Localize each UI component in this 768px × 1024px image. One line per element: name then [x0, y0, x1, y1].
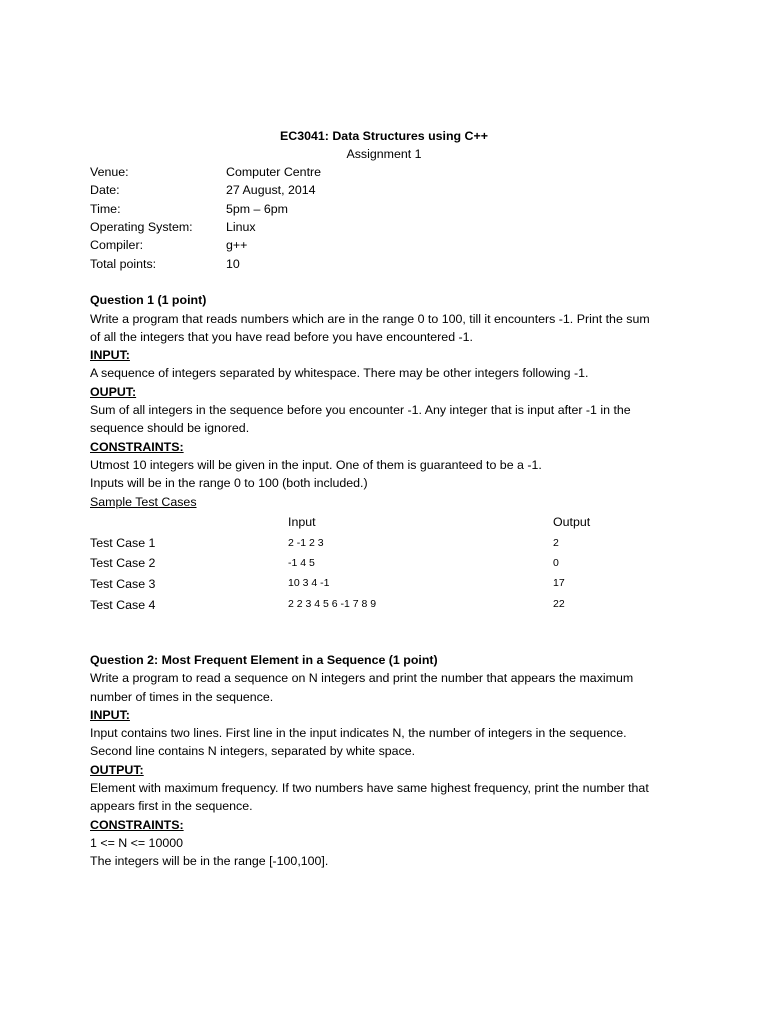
info-label: Date:	[90, 183, 120, 197]
test-case-name: Test Case 1	[90, 536, 156, 550]
test-case-row	[0, 556, 768, 576]
test-case-output: 0	[553, 557, 559, 569]
test-case-input: 10 3 4 -1	[288, 577, 330, 589]
q2-output-text: appears first in the sequence.	[90, 799, 253, 813]
test-case-name: Test Case 3	[90, 577, 156, 591]
test-case-row	[0, 577, 768, 597]
info-label: Venue:	[90, 165, 129, 179]
test-case-output: 17	[553, 577, 565, 589]
q2-output-label: OUTPUT:	[90, 763, 144, 777]
q1-output-text: sequence should be ignored.	[90, 421, 250, 435]
test-case-name: Test Case 4	[90, 598, 156, 612]
q1-constraints-label: CONSTRAINTS:	[90, 440, 184, 454]
test-case-name: Test Case 2	[90, 556, 156, 570]
test-case-input: 2 2 3 4 5 6 -1 7 8 9	[288, 598, 377, 610]
info-value: Linux	[226, 220, 256, 234]
q1-heading: Question 1 (1 point)	[90, 293, 207, 307]
info-row-os	[90, 220, 690, 238]
info-label: Operating System:	[90, 220, 193, 234]
document-title: EC3041: Data Structures using C++	[280, 129, 488, 143]
q2-constraints-text: 1 <= N <= 10000	[90, 836, 184, 850]
q2-description: Write a program to read a sequence on N integers and print the number that appears the maximum	[90, 671, 634, 685]
info-row-time	[90, 202, 690, 220]
q1-output-text: Sum of all integers in the sequence before you encounter -1. Any integer that is input after -1 in the	[90, 403, 631, 417]
test-case-output: 22	[553, 598, 565, 610]
info-value: g++	[226, 238, 248, 252]
info-value: Computer Centre	[226, 165, 322, 179]
q2-constraints-label: CONSTRAINTS:	[90, 818, 184, 832]
info-row-venue	[90, 165, 690, 183]
q2-input-text: Input contains two lines. First line in the input indicates N, the number of integers in the sequence.	[90, 726, 627, 740]
info-label: Total points:	[90, 257, 157, 271]
test-case-row	[0, 536, 768, 556]
q2-input-text: Second line contains N integers, separated by white space.	[90, 744, 416, 758]
test-case-input: 2 -1 2 3	[288, 537, 324, 549]
q1-output-label: OUPUT:	[90, 385, 137, 399]
test-table-header-output: Output	[553, 515, 591, 529]
q1-description: Write a program that reads numbers which are in the range 0 to 100, till it encounters -1. Print the sum	[90, 312, 650, 326]
q2-description: number of times in the sequence.	[90, 690, 274, 704]
info-value: 5pm – 6pm	[226, 202, 288, 216]
q2-heading: Question 2: Most Frequent Element in a Sequence (1 point)	[90, 653, 438, 667]
q1-constraints-text: Utmost 10 integers will be given in the input. One of them is guaranteed to be a -1.	[90, 458, 542, 472]
q2-input-label: INPUT:	[90, 708, 130, 722]
q1-description: of all the integers that you have read before you have encountered -1.	[90, 330, 473, 344]
q2-constraints-text: The integers will be in the range [-100,100].	[90, 854, 329, 868]
info-value: 27 August, 2014	[226, 183, 316, 197]
info-label: Compiler:	[90, 238, 144, 252]
q1-input-label: INPUT:	[90, 348, 130, 362]
info-row-date	[90, 183, 690, 201]
info-row-compiler	[90, 238, 690, 256]
test-case-output: 2	[553, 537, 559, 549]
q1-constraints-text: Inputs will be in the range 0 to 100 (both included.)	[90, 476, 368, 490]
q1-sample-label: Sample Test Cases	[90, 495, 197, 509]
document-subtitle: Assignment 1	[346, 147, 422, 161]
test-table-header-input: Input	[288, 515, 316, 529]
test-case-row	[0, 598, 768, 618]
test-case-input: -1 4 5	[288, 557, 315, 569]
info-value: 10	[226, 257, 240, 271]
info-row-total-points	[90, 257, 690, 275]
q2-output-text: Element with maximum frequency. If two numbers have same highest frequency, print the number that	[90, 781, 649, 795]
info-label: Time:	[90, 202, 121, 216]
q1-input-text: A sequence of integers separated by whitespace. There may be other integers following -1.	[90, 366, 589, 380]
